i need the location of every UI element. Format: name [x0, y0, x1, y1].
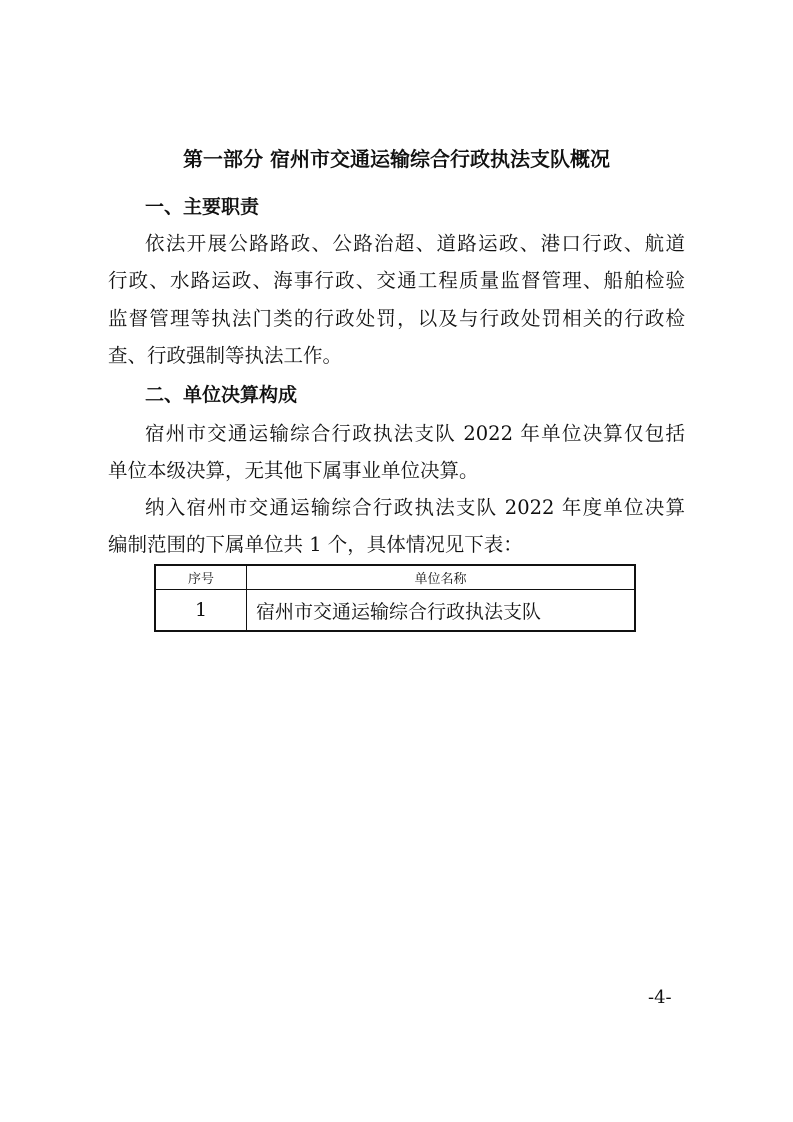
table-header-row — [155, 565, 635, 590]
table-row — [155, 590, 635, 632]
composition-line: 单位本级决算，无其他下属事业单位决算。 — [108, 459, 479, 482]
unit-table — [154, 564, 636, 632]
composition-line: 宿州市交通运输综合行政执法支队 2022 年单位决算仅包括 — [145, 422, 685, 445]
duties-line: 行政、水路运政、海事行政、交通工程质量监督管理、船舶检验 — [108, 269, 685, 292]
section-heading-unit-composition: 二、单位决算构成 — [145, 384, 298, 406]
section-heading-main-duties: 一、主要职责 — [145, 196, 260, 218]
scope-line: 编制范围的下属单位共 1 个，具体情况见下表： — [108, 533, 523, 556]
duties-line: 查、行政强制等执法工作。 — [108, 344, 343, 367]
page-number: -4- — [648, 987, 672, 1008]
unit-name-cell: 宿州市交通运输综合行政执法支队 — [247, 590, 636, 632]
column-header-seq: 序号 — [155, 565, 247, 590]
duties-line: 依法开展公路路政、公路治超、道路运政、港口行政、航道 — [145, 232, 685, 255]
duties-line: 监督管理等执法门类的行政处罚，以及与行政处罚相关的行政检 — [108, 307, 685, 330]
seq-cell: 1 — [155, 590, 247, 632]
scope-line: 纳入宿州市交通运输综合行政执法支队 2022 年度单位决算 — [145, 496, 685, 519]
page-title: 第一部分 宿州市交通运输综合行政执法支队概况 — [183, 147, 610, 171]
column-header-unit-name: 单位名称 — [247, 565, 636, 590]
